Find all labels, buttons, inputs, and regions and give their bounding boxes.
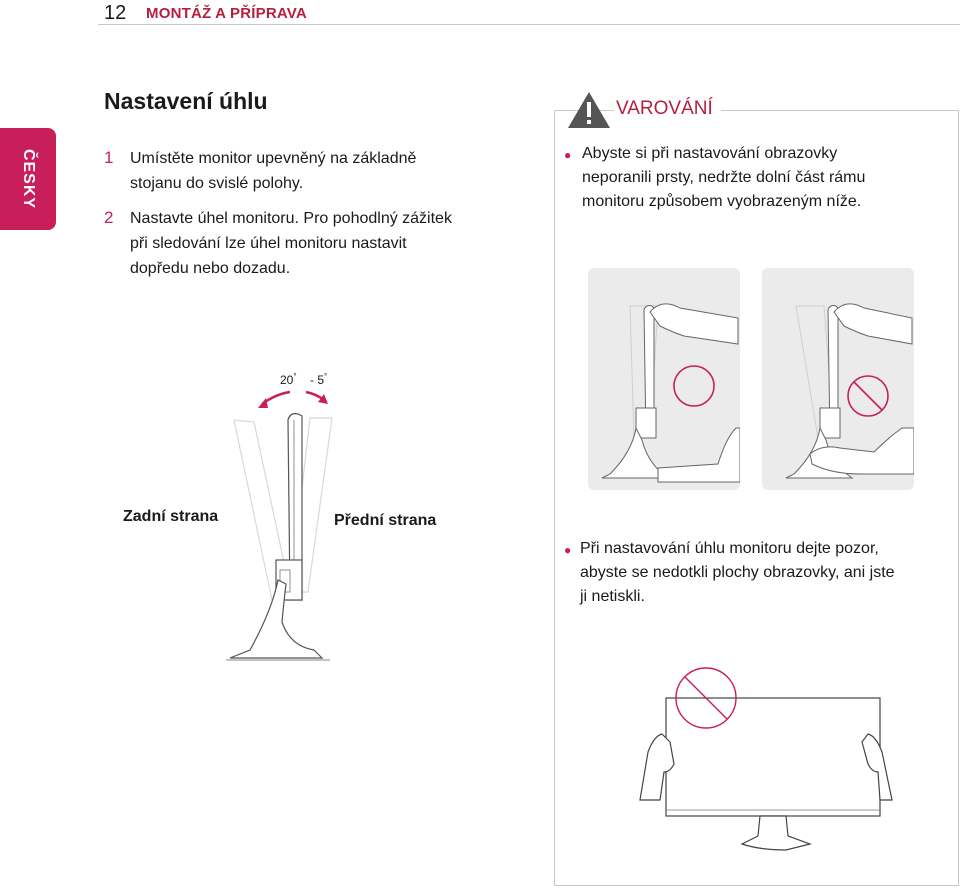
monitor-screen <box>666 698 880 816</box>
step-text <box>130 206 530 281</box>
language-tab-label: ČESKY <box>20 148 37 210</box>
header-divider <box>98 24 960 25</box>
warning-line: neporanili prsty, nedržte dolní část rámu <box>582 169 866 186</box>
warning-line: Při nastavování úhlu monitoru dejte pozor, <box>580 540 879 557</box>
warning-line: Abyste si při nastavování obrazovky <box>582 145 838 162</box>
step-line: dopředu nebo dozadu. <box>130 260 291 277</box>
angle-forward-label: - 5° <box>310 372 328 387</box>
monitor-stand-base <box>742 816 810 850</box>
warning-title: VAROVÁNÍ <box>614 98 721 120</box>
step-number: 2 <box>104 208 114 227</box>
warning-triangle-icon <box>566 90 612 130</box>
language-tab <box>0 128 56 230</box>
incorrect-grip-illustration <box>762 268 914 490</box>
step-number: 1 <box>104 148 114 167</box>
page-heading: Nastavení úhlu <box>104 88 268 114</box>
screen-touch-illustration <box>610 660 910 860</box>
page-number: 12 <box>104 2 127 24</box>
rear-side-label: Zadní strana <box>123 508 219 525</box>
section-title: MONTÁŽ A PŘÍPRAVA <box>146 5 307 22</box>
step-line: Nastavte úhel monitoru. Pro pohodlný zážitek <box>130 210 452 227</box>
step-line: při sledování lze úhel monitoru nastavit <box>130 235 407 252</box>
bullet-icon: ● <box>564 543 572 557</box>
step-line: Umístěte monitor upevněný na základně <box>130 150 417 167</box>
angle-back-label: 20° <box>280 372 297 387</box>
warning-line: abyste se nedotkli plochy obrazovky, ani jste <box>580 564 895 581</box>
warning-line: monitoru způsobem vyobrazeným níže. <box>582 193 862 210</box>
warning-text <box>582 142 865 214</box>
bullet-icon: ● <box>564 148 572 162</box>
correct-grip-illustration <box>588 268 740 490</box>
warning-line: ji netiskli. <box>580 588 645 605</box>
step-text <box>130 146 530 196</box>
step-line: stojanu do svislé polohy. <box>130 175 304 192</box>
warning-text <box>580 537 895 609</box>
front-side-label: Přední strana <box>334 512 437 529</box>
